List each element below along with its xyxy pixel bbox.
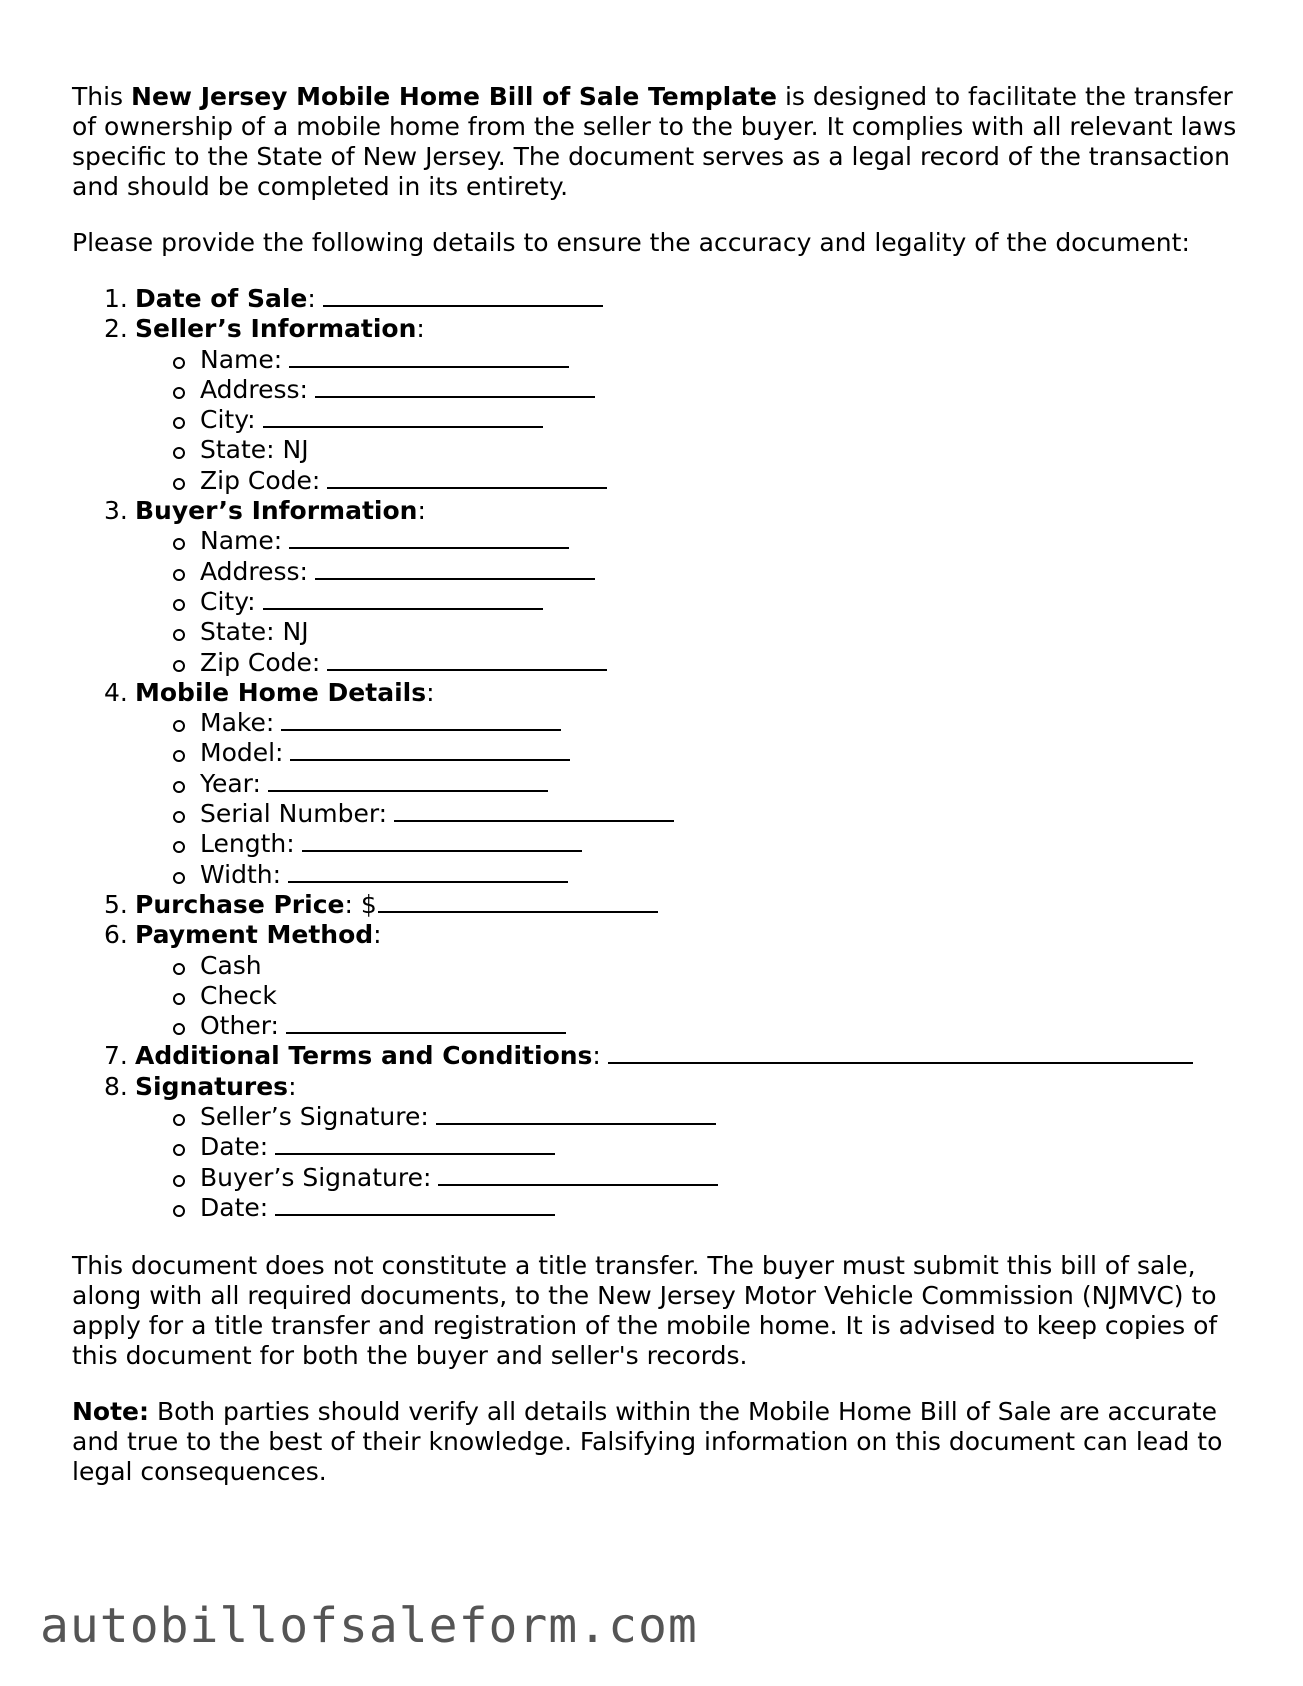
- intro-paragraph: [72, 82, 1242, 202]
- document-body: [72, 82, 1242, 1513]
- payment-other-field[interactable]: [286, 1012, 566, 1034]
- seller-zip-row: [72, 466, 1242, 496]
- width-field[interactable]: [288, 861, 568, 883]
- item-title: Date of Sale: [135, 284, 308, 313]
- details-list: [72, 284, 1242, 1223]
- buyer-zip-field[interactable]: [327, 649, 607, 671]
- note-label: Note:: [72, 1397, 150, 1427]
- item-title: Seller’s Information: [135, 314, 417, 344]
- seller-city-field[interactable]: [263, 406, 543, 428]
- item-purchase-price: [72, 890, 1242, 920]
- buyer-address-row: [72, 557, 1242, 587]
- field-label: Zip Code:: [200, 647, 321, 677]
- item-colon: :: [373, 920, 382, 950]
- buyer-name-field[interactable]: [289, 527, 569, 549]
- item-colon: :: [426, 677, 435, 707]
- note-paragraph: [72, 1397, 1242, 1487]
- buyer-date-row: [72, 1193, 1242, 1223]
- seller-address-field[interactable]: [315, 376, 595, 398]
- item-number: 3.: [104, 496, 128, 526]
- buyer-city-row: [72, 587, 1242, 617]
- item-colon: : $: [344, 889, 377, 919]
- item-payment-method: [72, 920, 1242, 1041]
- buyer-city-field[interactable]: [263, 588, 543, 610]
- field-label: Serial Number:: [200, 799, 388, 829]
- field-label: Name:: [200, 526, 283, 556]
- item-colon: :: [307, 284, 316, 313]
- field-label: Year:: [200, 768, 261, 798]
- seller-signature-field[interactable]: [436, 1103, 716, 1125]
- seller-name-field[interactable]: [289, 346, 569, 368]
- instruction-paragraph: Please provide the following details to ensure the accuracy and legality of the document:: [72, 228, 1190, 257]
- item-number: 7.: [104, 1041, 128, 1071]
- buyer-signature-field[interactable]: [438, 1164, 718, 1186]
- field-label: State: NJ: [200, 617, 309, 647]
- make-row: [72, 708, 1242, 738]
- field-label: Length:: [200, 829, 295, 859]
- item-colon: :: [416, 314, 425, 344]
- buyer-name-row: [72, 526, 1242, 556]
- field-label: State: NJ: [200, 435, 309, 465]
- length-field[interactable]: [302, 830, 582, 852]
- field-label: Address:: [200, 556, 308, 586]
- watermark-url: autobillofsaleform.com: [40, 1598, 698, 1654]
- field-label: Other:: [200, 1011, 279, 1041]
- item-number: 8.: [104, 1071, 128, 1101]
- item-title: Purchase Price: [135, 889, 345, 919]
- item-additional-terms: [72, 1041, 1242, 1071]
- length-row: [72, 829, 1242, 859]
- seller-date-field[interactable]: [275, 1133, 555, 1155]
- buyer-date-field[interactable]: [275, 1194, 555, 1216]
- item-date-of-sale: [72, 284, 1242, 314]
- field-label: Date:: [200, 1132, 269, 1162]
- seller-signature-row: [72, 1102, 1242, 1132]
- buyer-state-row: [72, 617, 1242, 647]
- item-number: 1.: [104, 284, 128, 313]
- item-signatures: [72, 1072, 1242, 1223]
- item-mobile-home-details: [72, 678, 1242, 890]
- additional-terms-field[interactable]: [608, 1042, 1193, 1064]
- model-field[interactable]: [290, 739, 570, 761]
- payment-cash-option[interactable]: [72, 951, 1242, 981]
- item-colon: :: [288, 1071, 297, 1101]
- seller-name-row: [72, 345, 1242, 375]
- serial-number-field[interactable]: [394, 800, 674, 822]
- field-label: Buyer’s Signature:: [200, 1162, 432, 1192]
- item-title: Buyer’s Information: [135, 496, 418, 526]
- width-row: [72, 860, 1242, 890]
- item-number: 6.: [104, 920, 128, 950]
- seller-state-row: [72, 435, 1242, 465]
- item-title: Signatures: [135, 1071, 289, 1101]
- seller-city-row: [72, 405, 1242, 435]
- field-label: Address:: [200, 374, 308, 404]
- field-label: City:: [200, 586, 256, 616]
- field-label: Date:: [200, 1192, 269, 1222]
- field-label: City:: [200, 405, 256, 435]
- seller-address-row: [72, 375, 1242, 405]
- date-of-sale-field[interactable]: [323, 285, 603, 307]
- purchase-price-field[interactable]: [378, 891, 658, 913]
- item-colon: :: [592, 1041, 601, 1071]
- note-text: Both parties should verify all details within the Mobile Home Bill of Sale are accurate and true to the best of their knowledge. Falsifying information on this document can lead to legal consequences.: [72, 1397, 1223, 1487]
- field-label: Model:: [200, 738, 284, 768]
- field-label: Zip Code:: [200, 465, 321, 495]
- field-label: Seller’s Signature:: [200, 1102, 429, 1132]
- intro-text-start: This: [72, 82, 132, 111]
- item-number: 5.: [104, 889, 128, 919]
- buyer-signature-row: [72, 1163, 1242, 1193]
- item-colon: :: [417, 496, 426, 526]
- intro-text-end: is designed to facilitate the transfer of ownership of a mobile home from the seller to the buyer. It complies with all relevant laws specific to the State of New Jersey. The document serves as a legal record of the transaction and should be completed in its entirety.: [72, 82, 1237, 201]
- option-label: Cash: [200, 950, 262, 980]
- seller-date-row: [72, 1132, 1242, 1162]
- model-row: [72, 738, 1242, 768]
- item-title: Additional Terms and Conditions: [135, 1041, 593, 1071]
- item-buyer-information: [72, 496, 1242, 678]
- item-seller-information: [72, 314, 1242, 496]
- seller-zip-field[interactable]: [327, 467, 607, 489]
- serial-number-row: [72, 799, 1242, 829]
- field-label: Make:: [200, 708, 275, 738]
- item-number: 2.: [104, 314, 128, 344]
- buyer-address-field[interactable]: [315, 558, 595, 580]
- make-field[interactable]: [281, 709, 561, 731]
- item-title: Payment Method: [135, 920, 374, 950]
- year-row: [72, 769, 1242, 799]
- option-label: Check: [200, 980, 277, 1010]
- field-label: Width:: [200, 859, 282, 889]
- payment-other-row: [72, 1011, 1242, 1041]
- payment-check-option[interactable]: [72, 981, 1242, 1011]
- buyer-zip-row: [72, 648, 1242, 678]
- item-title: Mobile Home Details: [135, 677, 427, 707]
- closing-paragraph: This document does not constitute a title transfer. The buyer must submit this bill of sale, along with all required documents, to the New Jersey Motor Vehicle Commission (NJMVC) to apply for a title transfer and registration of the mobile home. It is advised to keep copies of this document for both the buyer and seller's records.: [72, 1251, 1218, 1371]
- year-field[interactable]: [268, 770, 548, 792]
- item-number: 4.: [104, 677, 128, 707]
- intro-bold-title: New Jersey Mobile Home Bill of Sale Template: [131, 82, 778, 111]
- field-label: Name:: [200, 344, 283, 374]
